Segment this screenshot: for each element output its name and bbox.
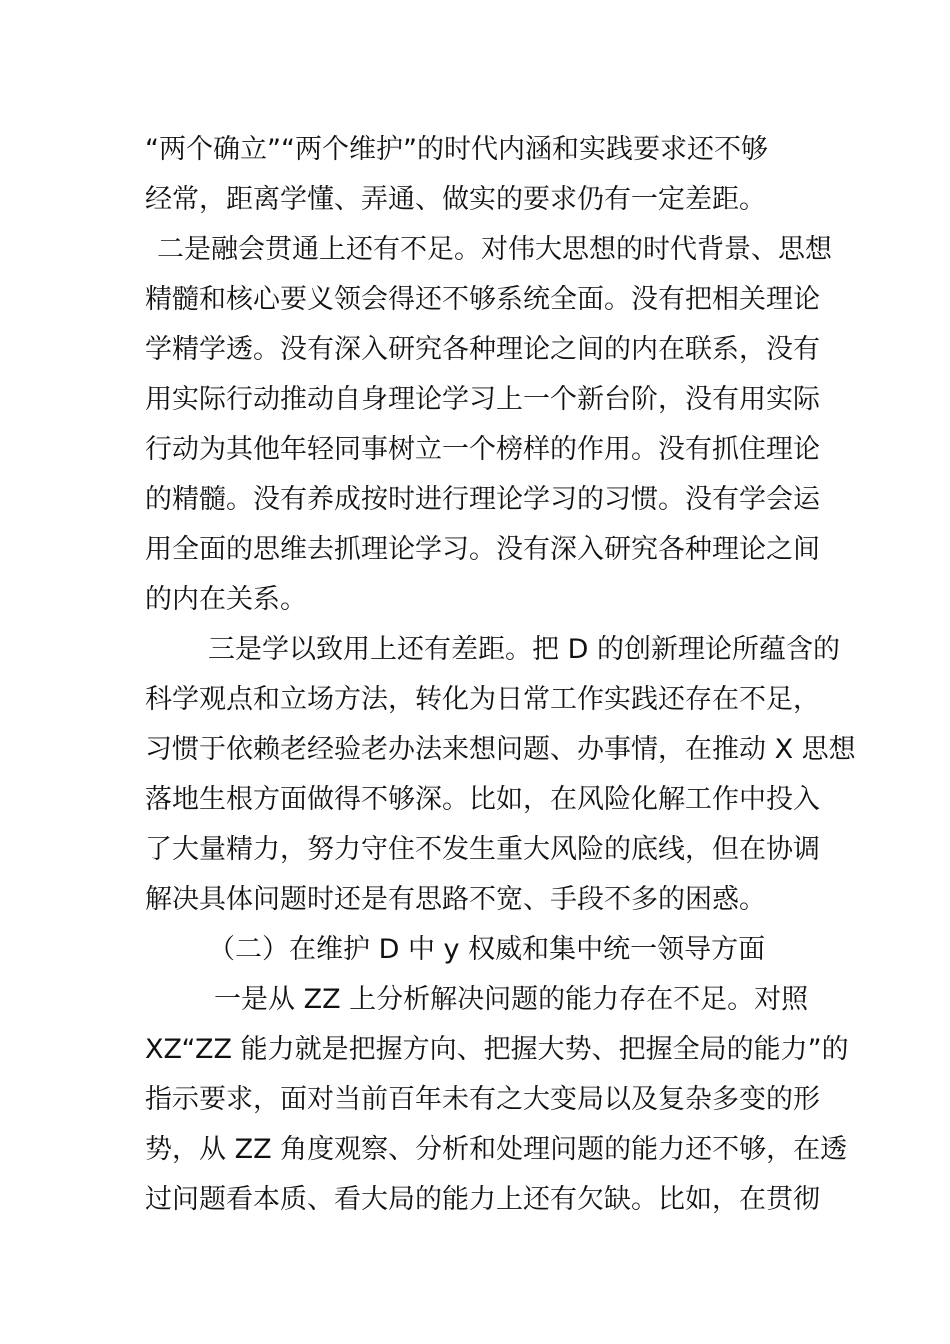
text-line-13: 习惯于依赖老经验老办法来想问题、办事情，在推动 X 思想 <box>145 734 856 765</box>
text-line-11: 三是学以致用上还有差距。把 D 的创新理论所蕴含的 <box>208 634 840 665</box>
text-line-22: 过问题看本质、看大局的能力上还有欠缺。比如，在贯彻 <box>145 1184 820 1215</box>
text-line-19: XZ“ZZ 能力就是把握方向、把握大势、把握全局的能力”的 <box>145 1034 849 1065</box>
text-line-14: 落地生根方面做得不够深。比如，在风险化解工作中投入 <box>145 784 820 815</box>
text-line-7: 行动为其他年轻同事树立一个榜样的作用。没有抓住理论 <box>145 434 820 465</box>
text-line-6: 用实际行动推动自身理论学习上一个新台阶，没有用实际 <box>145 384 820 415</box>
text-line-4: 精髓和核心要义领会得还不够系统全面。没有把相关理论 <box>145 284 820 315</box>
text-line-12: 科学观点和立场方法，转化为日常工作实践还存在不足， <box>145 684 820 715</box>
text-line-8: 的精髓。没有养成按时进行理论学习的习惯。没有学会运 <box>145 484 820 515</box>
text-line-18: 一是从 ZZ 上分析解决问题的能力存在不足。对照 <box>214 984 809 1015</box>
text-line-21: 势，从 ZZ 角度观察、分析和处理问题的能力还不够，在透 <box>145 1134 848 1165</box>
text-line-1: “两个确立”“两个维护”的时代内涵和实践要求还不够 <box>145 134 768 165</box>
text-line-20: 指示要求，面对当前百年未有之大变局以及复杂多变的形 <box>145 1084 820 1115</box>
text-line-16: 解决具体问题时还是有思路不宽、手段不多的困惑。 <box>145 884 766 915</box>
text-line-15: 了大量精力，努力守住不发生重大风险的底线，但在协调 <box>145 834 820 865</box>
text-line-5: 学精学透。没有深入研究各种理论之间的内在联系，没有 <box>145 334 820 365</box>
text-line-10: 的内在关系。 <box>145 584 307 615</box>
section-heading: （二）在维护 D 中 y 权威和集中统一领导方面 <box>208 934 766 965</box>
text-line-2: 经常，距离学懂、弄通、做实的要求仍有一定差距。 <box>145 184 766 215</box>
text-line-3: 二是融会贯通上还有不足。对伟大思想的时代背景、思想 <box>157 234 832 265</box>
text-line-9: 用全面的思维去抓理论学习。没有深入研究各种理论之间 <box>145 534 820 565</box>
